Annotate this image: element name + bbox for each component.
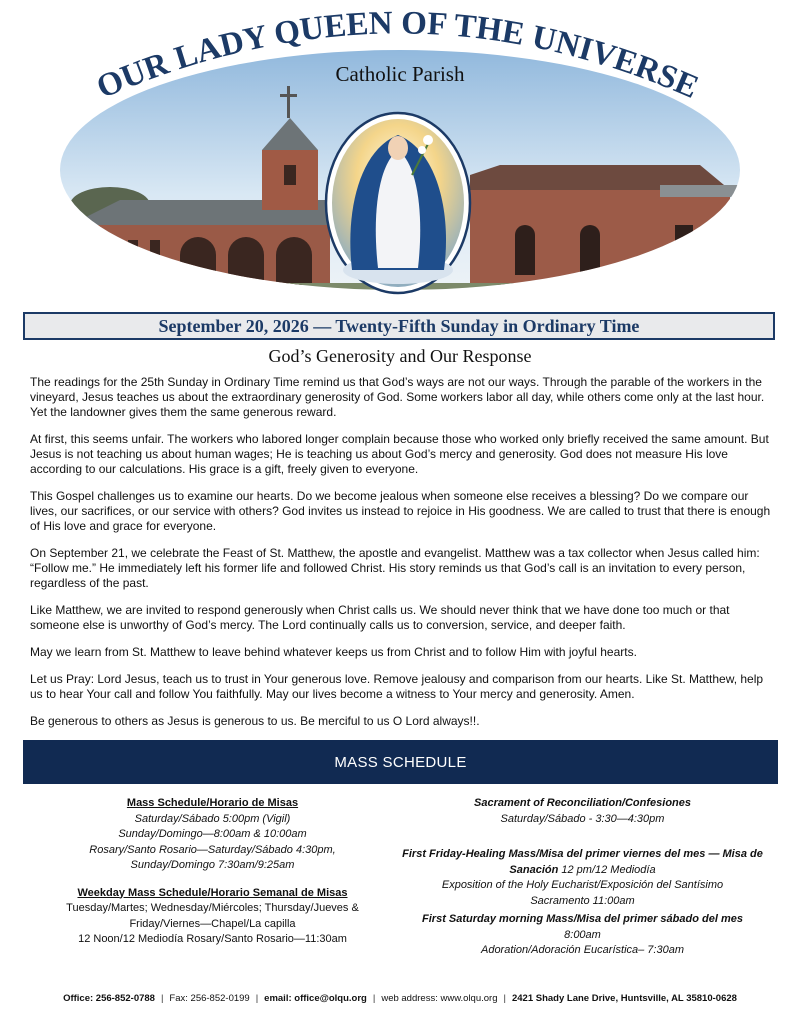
mary-medallion [326, 113, 470, 293]
article-title: God’s Generosity and Our Response [268, 346, 532, 366]
schedule-line: Rosary/Santo Rosario—Saturday/Sábado 4:30pm, [89, 843, 336, 856]
paragraph: May we learn from St. Matthew to leave behind whatever keeps us from Christ and to follow Him with joyful hearts. [30, 645, 637, 659]
parish-arc-title: OUR LADY QUEEN OF THE UNIVERSE [91, 5, 704, 106]
schedule-line: Sunday/Domingo 7:30am/9:25am [130, 859, 295, 871]
first-friday-heading: First Friday-Healing Mass/Misa del primer viernes del mes — Misa de [402, 848, 763, 860]
sanacion-time: 12 pm/12 Mediodía [558, 863, 656, 876]
footer-separator: | [255, 993, 259, 1004]
mass-schedule-heading: Mass Schedule/Horario de Misas [126, 797, 299, 809]
mass-schedule-left-column [30, 796, 395, 948]
paragraph: Like Matthew, we are invited to respond generously when Christ calls us. We should never think that we have done too much or that someone else is unworthy of God’s mercy. The Lord continually calls us to conversion, service, and deeper faith. [30, 603, 730, 632]
paragraph: This Gospel challenges us to examine our hearts. Do we become jealous when someone else receives a blessing? Do we compare our lives, our sacrifices, or our service with others? God invites us instead to rejoice in His goodness. We are called to trust that there is enough of His love and grace for everyone. [30, 489, 771, 533]
footer-email[interactable]: email: office@olqu.org [264, 993, 367, 1004]
mass-schedule-right-column [395, 796, 770, 959]
masthead-artwork [0, 0, 800, 310]
schedule-line: Saturday/Sábado 5:00pm (Vigil) [134, 812, 291, 825]
footer-separator: | [160, 993, 164, 1004]
footer-separator: | [372, 993, 376, 1004]
footer-office: Office: 256-852-0788 [63, 993, 155, 1004]
schedule-line: Saturday/Sábado - 3:30—4:30pm [500, 812, 665, 825]
date-banner-text: September 20, 2026 — Twenty-Fifth Sunday in Ordinary Time [158, 315, 640, 336]
footer-separator: | [503, 993, 506, 1004]
prayer-paragraph: Let us Pray: Lord Jesus, teach us to trust in Your generous love. Remove jealousy and comparison from our hearts. Like St. Matthew, help us to hear Your call and follow You faithfully. May our lives become a witness to Your mercy and generosity. Amen. [30, 672, 764, 701]
footer-address: 2421 Shady Lane Drive, Huntsville, AL 35810-0628 [511, 993, 737, 1004]
schedule-line: 8:00am [564, 928, 601, 941]
paragraph: At first, this seems unfair. The workers who labored longer complain because those who worked only briefly received the same amount. But Jesus is not teaching us about human wages; He is teaching us about God’s mercy and generosity. God does not measure His love according to our calculations. His grace is a gift, freely given to everyone. [30, 432, 769, 476]
footer-web[interactable]: web address: www.olqu.org [381, 993, 498, 1004]
parish-subtitle: Catholic Parish [335, 62, 465, 86]
schedule-line: Sunday/Domingo—8:00am & 10:00am [118, 828, 307, 840]
footer-contact [0, 993, 800, 1004]
mass-schedule-heading: MASS SCHEDULE [334, 753, 467, 771]
schedule-line: Friday/Viernes—Chapel/La capilla [129, 917, 296, 930]
weekday-mass-heading: Weekday Mass Schedule/Horario Semanal de Misas [77, 886, 348, 899]
schedule-line: 12 Noon/12 Mediodía Rosary/Santo Rosario—11:30am [78, 933, 347, 945]
sanacion-label: Sanación [509, 863, 559, 876]
date-banner [23, 312, 775, 340]
footer-fax: Fax: 256-852-0199 [169, 993, 250, 1004]
paragraph: The readings for the 25th Sunday in Ordinary Time remind us that God’s ways are not our ways. Through the parable of the workers in the vineyard, Jesus teaches us about the extraordinary generosity of God. Some workers labor all day, while others come only at the last hour. Yet the landowner gives them the same generous reward. [30, 375, 765, 419]
schedule-line: Exposition of the Holy Eucharist/Exposición del Santísimo [441, 879, 724, 891]
reconciliation-heading: Sacrament of Reconciliation/Confesiones [474, 797, 691, 809]
schedule-line: Sacramento 11:00am [530, 894, 635, 907]
first-friday-heading-cont [395, 863, 770, 879]
article-body [30, 375, 772, 768]
mass-schedule-band [23, 740, 778, 784]
first-saturday-heading: First Saturday morning Mass/Misa del primer sábado del mes [422, 913, 743, 925]
paragraph: On September 21, we celebrate the Feast of St. Matthew, the apostle and evangelist. Matthew was a tax collector when Jesus called him: “Follow me.” He immediately left his former life and followed Christ. His story reminds us that God’s call is an invitation to every person, regardless of the past. [30, 546, 760, 590]
masthead [0, 0, 800, 310]
paragraph: Be generous to others as Jesus is generous to us. Be merciful to us O Lord always!!. [30, 714, 480, 728]
schedule-line: Tuesday/Martes; Wednesday/Miércoles; Thursday/Jueves & [66, 902, 359, 914]
schedule-line: Adoration/Adoración Eucarística– 7:30am [480, 944, 684, 956]
